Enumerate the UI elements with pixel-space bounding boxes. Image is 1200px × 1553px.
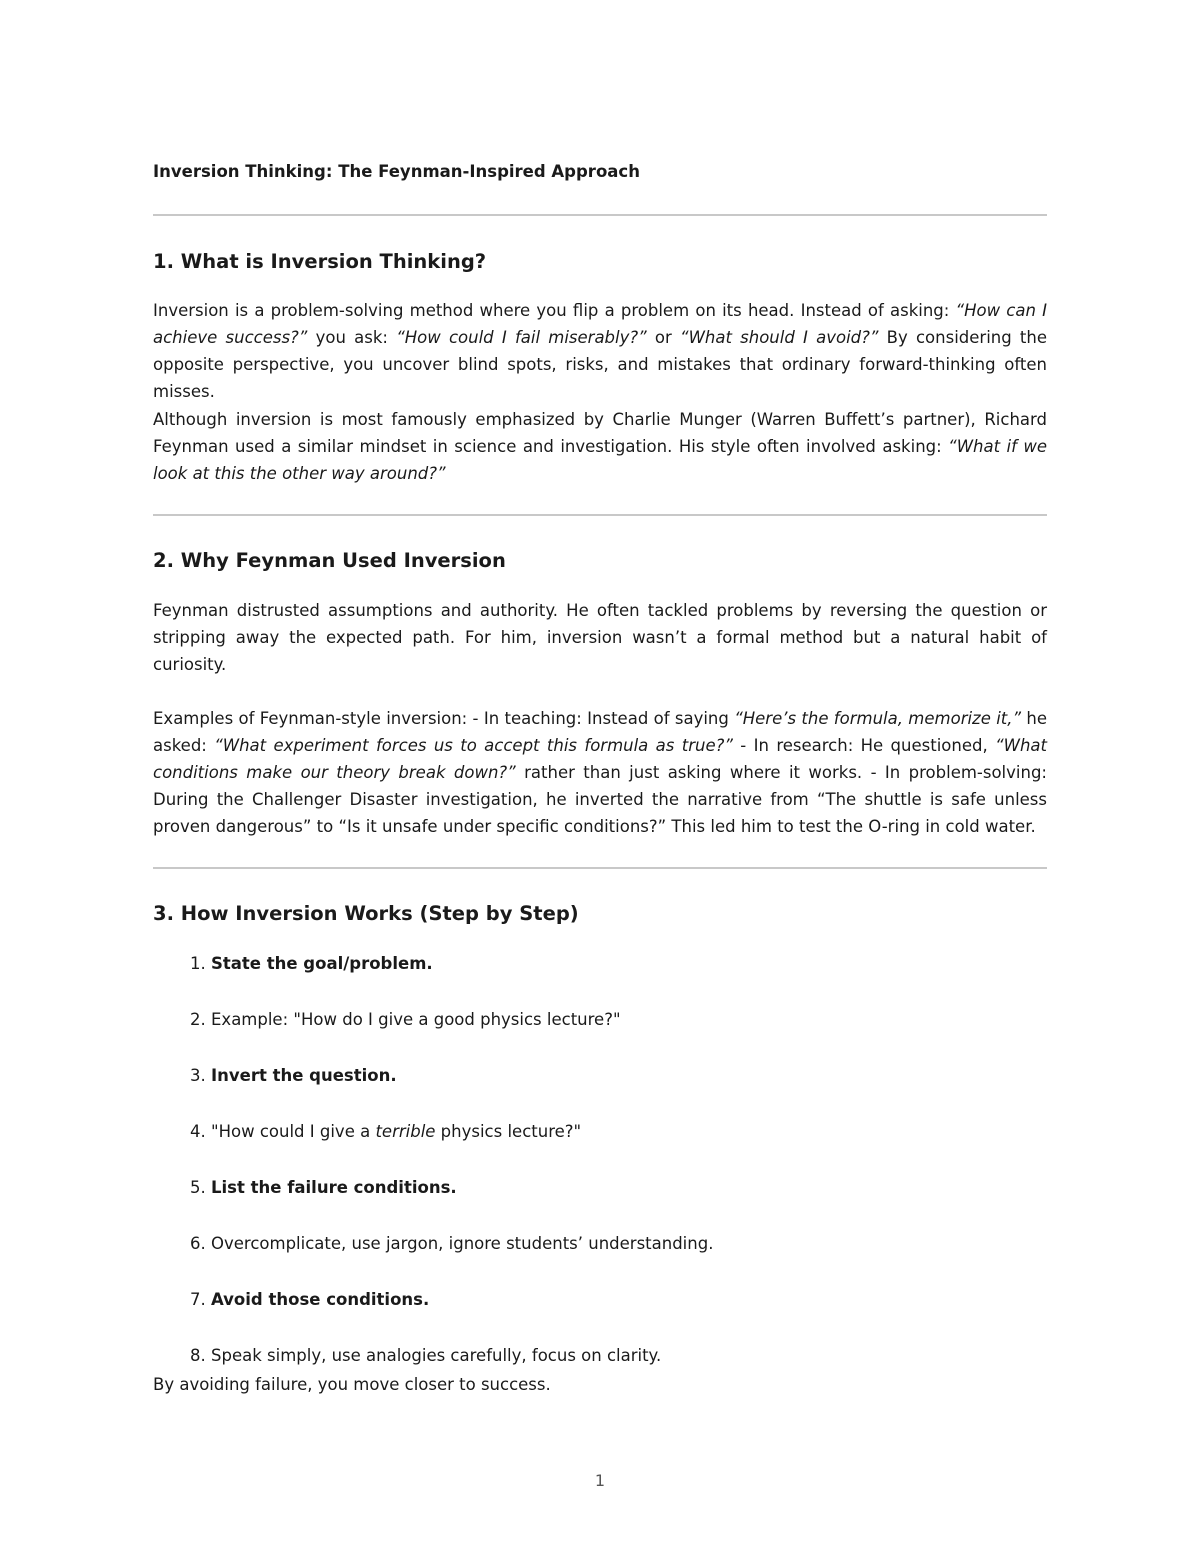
step-number: 6. <box>190 1234 206 1253</box>
list-item <box>190 952 713 1008</box>
text-run: rather than just asking where it works. - In problem-solving: During the Challenger Disaster investigation, he inverted the narrative from “The shuttle is safe unless proven dangerous” to “Is it unsafe under specific conditions?” This led him to test the O-ring in cold water. <box>153 763 1047 836</box>
text-run: By considering the opposite perspective, you uncover blind spots, risks, and mistakes that ordinary forward-thinking often misses. <box>153 328 1048 401</box>
horizontal-divider <box>153 214 1047 216</box>
step-text: physics lecture?" <box>435 1122 582 1141</box>
section-3-heading: 3. How Inversion Works (Step by Step) <box>153 902 579 925</box>
steps-list <box>190 952 713 1400</box>
step-text: Example: "How do I give a good physics lecture?" <box>211 1010 621 1029</box>
step-number: 2. <box>190 1010 206 1029</box>
italic-quote: “Here’s the formula, memorize it,” <box>734 709 1022 728</box>
text-run: - In research: He questioned, <box>732 736 996 755</box>
section-1-paragraph-2 <box>153 406 1047 487</box>
text-run: he asked: <box>153 709 1048 755</box>
page-number: 1 <box>594 1471 606 1490</box>
step-number: 7. <box>190 1290 206 1309</box>
step-number: 1. <box>190 954 206 973</box>
horizontal-divider <box>153 514 1047 516</box>
text-run: Although inversion is most famously emphasized by Charlie Munger (Warren Buffett’s partner), Richard Feynman used a similar mindset in science and investigation. His style often involved asking: <box>153 410 1047 456</box>
list-item <box>190 1008 713 1064</box>
step-number: 5. <box>190 1178 206 1197</box>
section-2-paragraph-2 <box>153 705 1047 840</box>
list-item <box>190 1176 713 1232</box>
step-text: "How could I give a <box>211 1122 376 1141</box>
step-text: Speak simply, use analogies carefully, focus on clarity. <box>211 1346 662 1365</box>
closing-sentence: By avoiding failure, you move closer to success. <box>153 1375 551 1394</box>
section-2-heading: 2. Why Feynman Used Inversion <box>153 549 506 572</box>
horizontal-divider <box>153 867 1047 869</box>
italic-quote: “How could I fail miserably?” <box>396 328 647 347</box>
step-text: Overcomplicate, use jargon, ignore students’ understanding. <box>211 1234 714 1253</box>
list-item <box>190 1064 713 1120</box>
step-text: State the goal/problem. <box>211 954 433 973</box>
section-2-paragraph-1: Feynman distrusted assumptions and authority. He often tackled problems by reversing the question or stripping away the expected path. For him, inversion wasn’t a formal method but a natural habit of curiosity. <box>153 601 1047 674</box>
step-text: Invert the question. <box>211 1066 397 1085</box>
text-run: Examples of Feynman-style inversion: - In teaching: Instead of saying <box>153 709 735 728</box>
list-item <box>190 1232 713 1288</box>
step-emphasis: terrible <box>375 1122 436 1141</box>
text-run: or <box>646 328 681 347</box>
italic-quote: “How can I achieve success?” <box>153 301 1047 347</box>
list-item <box>190 1288 713 1344</box>
step-text: List the failure conditions. <box>211 1178 457 1197</box>
italic-quote: “What conditions make our theory break down?” <box>153 736 1047 782</box>
list-item <box>190 1120 713 1176</box>
section-1-heading: 1. What is Inversion Thinking? <box>153 250 487 273</box>
italic-quote: “What should I avoid?” <box>680 328 879 347</box>
text-run: Inversion is a problem-solving method where you flip a problem on its head. Instead of asking: <box>153 301 956 320</box>
italic-quote: “What if we look at this the other way around?” <box>153 437 1048 483</box>
step-number: 8. <box>190 1346 206 1365</box>
italic-quote: “What experiment forces us to accept this formula as true?” <box>214 736 733 755</box>
section-1-paragraph-1 <box>153 297 1047 405</box>
step-number: 3. <box>190 1066 206 1085</box>
step-text: Avoid those conditions. <box>211 1290 430 1309</box>
step-number: 4. <box>190 1122 206 1141</box>
text-run: you ask: <box>307 328 397 347</box>
document-title: Inversion Thinking: The Feynman-Inspired Approach <box>153 162 640 181</box>
